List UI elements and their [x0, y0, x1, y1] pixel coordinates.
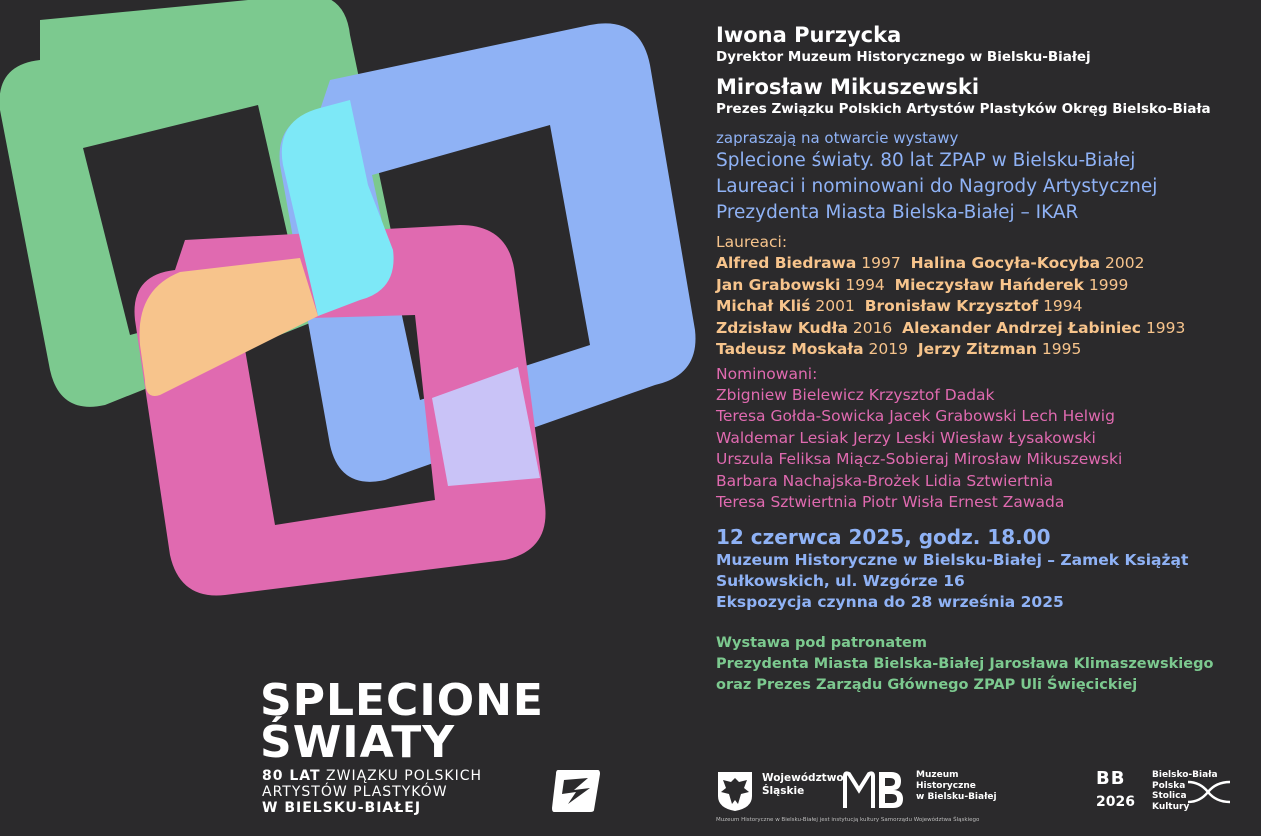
- nominee-row: Waldemar Lesiak Jerzy Leski Wiesław Łysakowski: [716, 428, 1096, 447]
- logotype-line: SPLECIONE: [260, 675, 544, 726]
- laureate-name: Bronisław Krzysztof: [864, 297, 1039, 315]
- nominee-row: Urszula Feliksa Miącz-Sobieraj Mirosław Mikuszewski: [716, 450, 1123, 468]
- logotype-subtitle: [262, 768, 482, 816]
- nominees-heading: Nominowani:: [716, 364, 818, 383]
- laureate-name: Halina Gocyła-Kocyba: [910, 254, 1101, 272]
- laureate-name: Jan Grabowski: [716, 275, 841, 294]
- nominee-row: Teresa Sztwiertnia Piotr Wisła Ernest Zawada: [716, 493, 1065, 511]
- laureate-year: 1999: [1088, 275, 1129, 294]
- zpap-logo-icon: [550, 766, 602, 814]
- interlocking-squares-artwork: [0, 0, 700, 600]
- voivodeship-line: Województwo: [762, 772, 844, 784]
- museum-mb-logo-icon: [843, 768, 907, 812]
- laureate-year: 2016: [852, 318, 893, 337]
- invitation-text: [716, 22, 1256, 696]
- culture-capital-line: Bielsko-Biała: [1152, 770, 1218, 780]
- host-role: Dyrektor Muzeum Historycznego w Bielsku-Białej: [716, 49, 1091, 65]
- title-line: Splecione światy. 80 lat ZPAP w Bielsku-Białej: [716, 150, 1136, 171]
- patronage-line: oraz Prezes Zarządu Głównego ZPAP Uli Święcickiej: [716, 676, 1138, 693]
- nominees-section: [716, 364, 1256, 514]
- laureate-row: [716, 253, 1256, 275]
- venue-line: Ekspozycja czynna do 28 września 2025: [716, 592, 1064, 611]
- laureates-heading: Laureaci:: [716, 233, 788, 251]
- river-wave-icon: [1186, 776, 1232, 808]
- nominee-row: Teresa Gołda-Sowicka Jacek Grabowski Lech Helwig: [716, 407, 1115, 425]
- laureate-year: 2019: [868, 340, 908, 358]
- laureate-row: [716, 275, 1256, 297]
- host-name: Mirosław Mikuszewski: [716, 75, 980, 99]
- title-line: Prezydenta Miasta Bielska-Białej – IKAR: [716, 202, 1079, 223]
- laureate-name: Tadeusz Moskała: [716, 340, 864, 358]
- silesia-eagle-icon: [716, 770, 754, 812]
- venue-line: Sułkowskich, ul. Wzgórze 16: [716, 571, 965, 590]
- subtitle-bold: W BIELSKU-BIAŁEJ: [262, 800, 422, 816]
- bb-logo-year: 2026: [1096, 794, 1135, 810]
- nominee-row: Zbigniew Bielewicz Krzysztof Dadak: [716, 385, 995, 404]
- culture-capital-line: Polska: [1152, 780, 1186, 791]
- venue: [716, 550, 1256, 613]
- laureate-year: 2001: [815, 297, 855, 315]
- venue-line: Muzeum Historyczne w Bielsku-Białej – Zamek Książąt: [716, 550, 1189, 569]
- museum-name-line: Historyczne: [916, 781, 976, 791]
- host-role: Prezes Związku Polskich Artystów Plastyków Okręg Bielsko-Biała: [716, 101, 1211, 117]
- laureate-name: Zdzisław Kudła: [716, 318, 848, 337]
- laureate-row: [716, 296, 1256, 318]
- laureate-name: Michał Kliś: [716, 297, 811, 315]
- laureate-year: 1993: [1145, 318, 1186, 337]
- invite-line: zapraszają na otwarcie wystawy: [716, 129, 959, 147]
- host-1: [716, 22, 1256, 66]
- museum-name-line: Muzeum: [916, 770, 959, 780]
- subtitle-text: ZWIĄZKU POLSKICH: [320, 768, 483, 784]
- voivodeship-line: Śląskie: [762, 785, 805, 797]
- culture-capital-line: Stolica: [1152, 791, 1187, 801]
- host-name: Iwona Purzycka: [716, 23, 902, 47]
- exhibition-title: [716, 148, 1256, 226]
- laureate-year: 1994: [845, 275, 885, 294]
- voivodeship-name: [762, 772, 844, 798]
- subtitle-bold: 80 LAT: [262, 768, 321, 784]
- culture-capital-line: Kultury: [1152, 801, 1190, 812]
- exhibition-logotype: [260, 675, 544, 768]
- nominee-row: Barbara Nachajska-Brożek Lidia Sztwiertnia: [716, 471, 1054, 490]
- laureate-year: 1994: [1043, 297, 1083, 315]
- laureate-name: Alfred Biedrawa: [716, 254, 857, 272]
- laureate-year: 1995: [1041, 340, 1082, 358]
- laureate-year: 1997: [861, 254, 901, 272]
- laureate-row: [716, 339, 1256, 361]
- museum-name: [916, 770, 997, 803]
- museum-name-line: w Bielsku-Białej: [916, 792, 997, 802]
- subtitle-text: ARTYSTÓW PLASTYKÓW: [262, 784, 448, 800]
- laureate-year: 2002: [1105, 254, 1145, 272]
- footnote: Muzeum Historyczne w Bielsku-Białej jest instytucją kultury Samorządu Województwa Śląskiego: [716, 817, 980, 823]
- patronage: [716, 633, 1256, 696]
- patronage-line: Wystawa pod patronatem: [716, 634, 927, 651]
- title-line: Laureaci i nominowani do Nagrody Artystycznej: [716, 176, 1158, 197]
- laureate-name: Mieczysław Hańderek: [894, 275, 1084, 294]
- patronage-line: Prezydenta Miasta Bielska-Białej Jarosława Klimaszewskiego: [716, 655, 1214, 672]
- laureate-row: [716, 318, 1256, 340]
- bb-logo-mark: BB: [1096, 768, 1126, 789]
- laureate-name: Jerzy Zitzman: [917, 340, 1037, 358]
- host-2: [716, 74, 1256, 118]
- event-date: 12 czerwca 2025, godz. 18.00: [716, 524, 1051, 549]
- laureate-name: Alexander Andrzej Łabiniec: [902, 318, 1141, 337]
- logotype-line: ŚWIATY: [260, 717, 456, 768]
- laureates-section: [716, 232, 1256, 361]
